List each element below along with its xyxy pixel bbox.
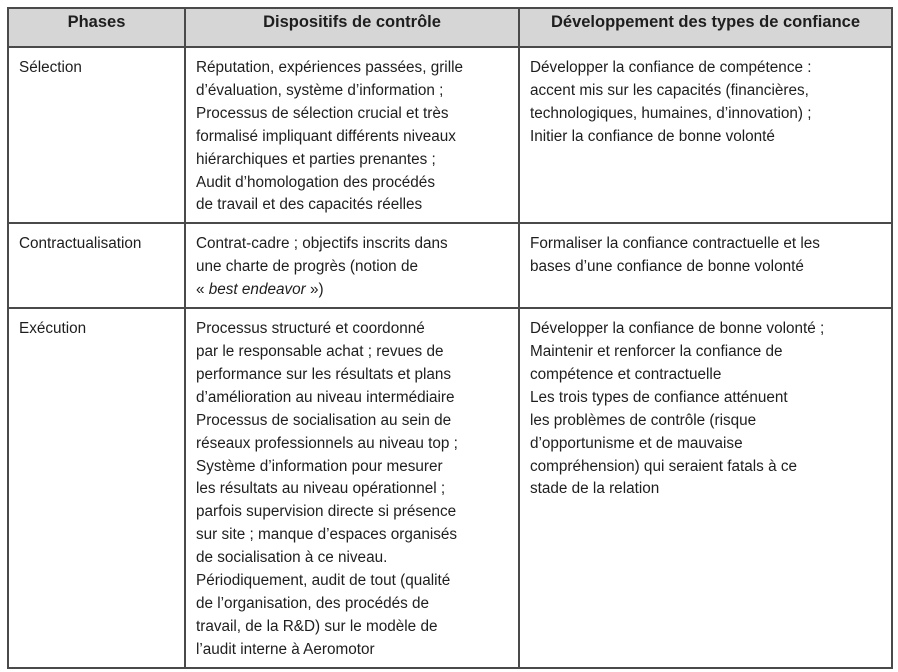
dispositifs-line: l’audit interne à Aeromotor [196, 640, 375, 658]
confiance-line: bases d’une confiance de bonne volonté [530, 258, 804, 276]
dispositifs-line: Processus structuré et coordonné [196, 320, 425, 338]
dispositifs-line: Processus de sélection crucial et très [196, 104, 449, 122]
confiance-line: Développer la confiance de bonne volonté ; [530, 320, 825, 338]
dispositifs-line: de travail et des capacités réelles [196, 196, 423, 214]
comparison-table [7, 7, 893, 669]
dispositifs-line: Audit d’homologation des procédés [196, 173, 435, 191]
dispositifs-line: d’évaluation, système d’information ; [196, 81, 444, 99]
confiance-line: Initier la confiance de bonne volonté [530, 127, 775, 145]
dispositifs-line: Contrat-cadre ; objectifs inscrits dans [196, 235, 448, 253]
confiance-line: compréhension) qui seraient fatals à ce [530, 457, 797, 475]
dispositifs-line: réseaux professionnels au niveau top ; [196, 434, 458, 452]
dispositifs-line: une charte de progrès (notion de [196, 258, 418, 276]
dispositifs-line: parfois supervision directe si présence [196, 503, 457, 521]
confiance-cell [519, 223, 892, 308]
confiance-line: technologiques, humaines, d’innovation) ; [530, 104, 812, 122]
dispositifs-line: Réputation, expériences passées, grille [196, 59, 464, 76]
confiance-line: Les trois types de confiance atténuent [530, 388, 788, 406]
confiance-line: stade de la relation [530, 480, 660, 498]
header-confiance: Développement des types de confiance [519, 8, 892, 47]
header-dispositifs: Dispositifs de contrôle [185, 8, 519, 47]
dispositifs-line: travail, de la R&D) sur le modèle de [196, 617, 438, 635]
phase-cell [8, 47, 185, 223]
confiance-line: d’opportunisme et de mauvaise [530, 434, 743, 452]
dispositifs-line: formalisé impliquant différents niveaux [196, 127, 456, 145]
dispositifs-line: par le responsable achat ; revues de [196, 342, 444, 360]
header-phases: Phases [8, 8, 185, 47]
quote-open: « [196, 281, 209, 299]
dispositifs-cell [185, 223, 519, 308]
dispositifs-line: Système d’information pour mesurer [196, 457, 443, 475]
phase-cell [8, 223, 185, 308]
confiance-line: Formaliser la confiance contractuelle et les [530, 235, 820, 253]
dispositifs-cell [185, 308, 519, 668]
dispositifs-cell [185, 47, 519, 223]
table-body [8, 47, 892, 668]
dispositifs-line: performance sur les résultats et plans [196, 365, 452, 383]
confiance-line: Maintenir et renforcer la confiance de [530, 342, 783, 360]
quote-close: ») [305, 281, 324, 299]
dispositifs-line: d’amélioration au niveau intermédiaire [196, 388, 455, 406]
table-row [8, 223, 892, 308]
dispositifs-line: hiérarchiques et parties prenantes ; [196, 150, 436, 168]
dispositifs-line: Processus de socialisation au sein de [196, 411, 452, 429]
italic-term: best endeavor [208, 281, 306, 299]
dispositifs-line: de socialisation à ce niveau. [196, 549, 388, 567]
phase-label: Exécution [19, 320, 87, 338]
dispositifs-line: les résultats au niveau opérationnel ; [196, 480, 446, 498]
dispositifs-line: sur site ; manque d’espaces organisés [196, 526, 458, 544]
confiance-line: compétence et contractuelle [530, 365, 722, 383]
phase-label: Contractualisation [19, 235, 142, 253]
table-row [8, 47, 892, 223]
dispositifs-line: de l’organisation, des procédés de [196, 594, 430, 612]
dispositifs-line: Périodiquement, audit de tout (qualité [196, 572, 451, 590]
confiance-cell [519, 308, 892, 668]
confiance-line: Développer la confiance de compétence : [530, 59, 812, 76]
table-row [8, 308, 892, 668]
dispositifs-line [196, 279, 512, 302]
confiance-line: les problèmes de contrôle (risque [530, 411, 757, 429]
header-row [8, 8, 892, 47]
phase-label: Sélection [19, 59, 82, 76]
phase-cell [8, 308, 185, 668]
confiance-line: accent mis sur les capacités (financières, [530, 81, 809, 99]
confiance-cell [519, 47, 892, 223]
table-header [8, 8, 892, 47]
